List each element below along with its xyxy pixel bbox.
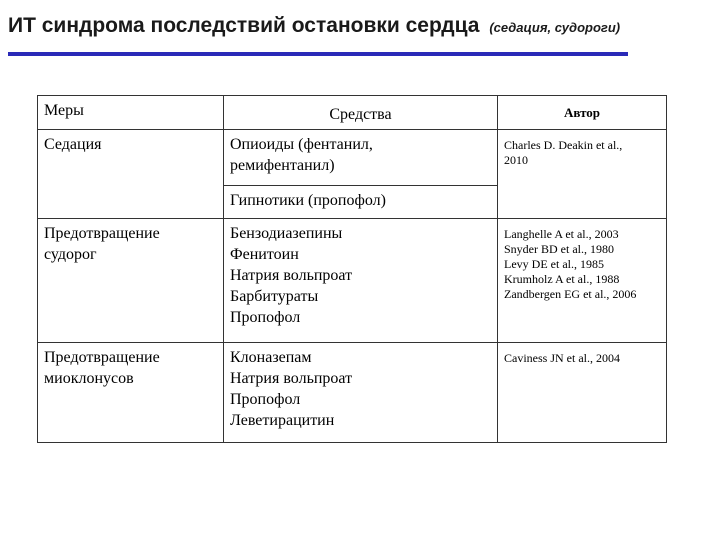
means-cell <box>224 219 498 343</box>
author-line: Caviness JN et al., 2004 <box>504 351 620 365</box>
header-measures: Меры <box>38 96 224 130</box>
author-line: Zandbergen EG et al., 2006 <box>504 287 637 301</box>
author-cell <box>498 130 667 219</box>
title-subtitle: (седация, судороги) <box>489 20 621 35</box>
means-cell <box>224 130 498 186</box>
measure-cell: Седация <box>38 130 224 219</box>
measure-line: Предотвращение <box>44 225 160 242</box>
means-cell <box>224 186 498 219</box>
means-line: Клоназепам <box>230 349 312 366</box>
measure-cell <box>38 343 224 443</box>
means-cell <box>224 343 498 443</box>
table-row <box>38 130 667 186</box>
title-main: ИТ синдрома последствий остановки сердца <box>8 14 480 37</box>
means-line: Леветирацитин <box>230 412 335 429</box>
measure-line: Предотвращение <box>44 349 160 366</box>
means-line: Фенитоин <box>230 246 299 263</box>
measure-line: судорог <box>44 246 97 263</box>
means-line: Бензодиазепины <box>230 225 343 242</box>
measure-cell <box>38 219 224 343</box>
author-cell <box>498 219 667 343</box>
header-means: Средства <box>224 96 498 130</box>
author-line: Levy DE et al., 1985 <box>504 257 604 271</box>
means-line: Пропофол <box>230 309 301 326</box>
slide-title <box>8 14 620 38</box>
header-author: Автор <box>498 96 667 130</box>
measure-line: миоклонусов <box>44 370 134 387</box>
means-line: Гипнотики (пропофол) <box>230 192 386 209</box>
author-line: Krumholz A et al., 1988 <box>504 272 620 286</box>
means-line: ремифентанил) <box>230 157 335 174</box>
author-line: Snyder BD et al., 1980 <box>504 242 614 256</box>
table-row <box>38 219 667 343</box>
title-underline <box>8 52 628 56</box>
author-line: 2010 <box>504 153 528 167</box>
author-line: Langhelle A et al., 2003 <box>504 227 619 241</box>
header-row <box>38 96 667 130</box>
treatment-table <box>37 95 667 443</box>
means-line: Натрия вольпроат <box>230 267 353 284</box>
means-line: Натрия вольпроат <box>230 370 353 387</box>
author-cell <box>498 343 667 443</box>
means-line: Пропофол <box>230 391 301 408</box>
table-row <box>38 343 667 443</box>
means-line: Опиоиды (фентанил, <box>230 136 373 153</box>
author-line: Charles D. Deakin et al., <box>504 138 623 152</box>
means-line: Барбитураты <box>230 288 319 305</box>
